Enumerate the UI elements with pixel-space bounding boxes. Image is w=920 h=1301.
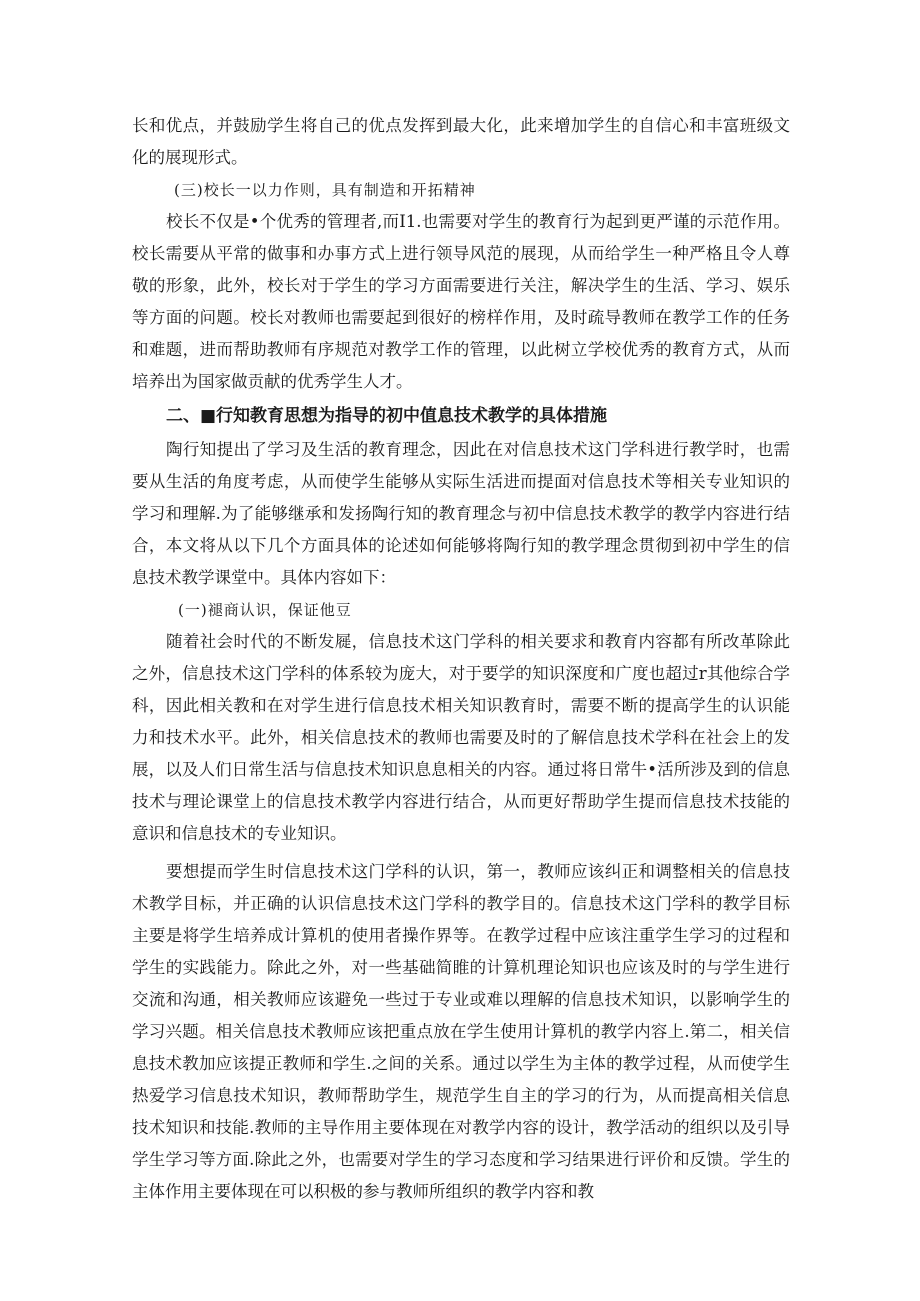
subheading-raise-awareness: (一)褪商认识，保证他豆 <box>178 601 352 619</box>
subheading-principal-example: (三)校长一以力作则，具有制造和开拓精神 <box>174 181 476 199</box>
section-heading-2: 二、■行知教育思想为指导的初中值息技术教学的具体措施 <box>166 406 608 426</box>
paragraph-improve-understanding: 要想提而学生时信息技术这门学科的认识，第一，教师应该纠正和调整相关的信息技术教学目标，并正确的认识信息技术这门学科的教学目的。信息技术这门学科的教学目标主要是将学生培养成计算机的使用者操作界等。在教学过程中应该注重学生学习的过程和学生的实践能力。除此之外，对一些基础简睢的计算机理论知识也应该及时的与学生进行交流和沟通，相关教师应该避免一些过于专业或难以理解的信息技术知识，以影响学生的学习兴题。相关信息技术教师应该把重点放在学生使用计算机的教学内容上.第二，相关信息技术教加应该提正教师和学生.之间的关系。通过以学生为主体的教学过程，从而使学生热爱学习信息技术知识，教师帮助学生，规范学生自主的学习的行为，从而提高相关信息技术知识和技能.教师的主导作用主要体现在对教学内容的设计，教学活动的组织以及引导学生学习等方面.除此之外，也需要对学生的学习态度和学习结果进行评价和反馈。学生的主体作用主要体现在可以积极的参与教师所组织的教学内容和教 <box>132 862 790 1201</box>
document-page <box>132 110 790 1208</box>
paragraph-intro-measures: 陶行知提出了学习及生活的教育理念，因此在对信息技术这门学科进行教学时，也需要从生活的角度考虑，从而使学生能够从实际生活进而提面对信息技术等相关专业知识的学习和理解.为了能够继承和发扬陶行知的教育理念与初中信息技术教学的教学内容进行结合，本文将从以下几个方面具体的论述如何能够将陶行知的教学理念贯彻到初中学生的信息技术教学课堂中。具体内容如下： <box>132 440 790 587</box>
paragraph-social-development: 随着社会时代的不断发屣，信息技术这门学科的相关要求和教育内容都有所改革除此之外，信息技术这门学科的体系较为庞大，对于要学的知识深度和广度也超过r其他综合学科，因此相关教和在对学生进行信息技术相关知识教育时，需要不断的提高学生的认识能力和技术水平。此外，相关信息技术的教师也需要及时的了解信息技术学科在社会上的发展，以及人们日常生活与信息技术知识息息相关的内容。通过将日常牛•活所涉及到的信息技术与理论课堂上的信息技术教学内容进行结合，从而更好帮助学生提而信息技术技能的意识和信息技术的专业知识。 <box>132 632 790 843</box>
paragraph-continuation: 长和优点，并鼓励学生将自己的优点发挥到最大化，此来增加学生的自信心和丰富班级文化的展现形式。 <box>132 116 790 167</box>
paragraph-principal: 校长不仅是•个优秀的管理者,而I1.也需要对学生的教育行为起到更严谨的示范作用。校长需要从平常的做事和办事方式上进行领导风范的展现，从而给学生一种严格且令人尊敬的形象，此外，校长对于学生的学习方面需要进行关注，解决学生的生活、学习、娱乐等方面的问题。校长对教师也需要起到很好的榜样作用，及时疏导教师在教学工作的任务和难题，进而帮助教师有序规范对教学工作的管理，以此树立学校优秀的教育方式，从而培养出为国家做贡献的优秀学生人才。 <box>132 212 790 391</box>
